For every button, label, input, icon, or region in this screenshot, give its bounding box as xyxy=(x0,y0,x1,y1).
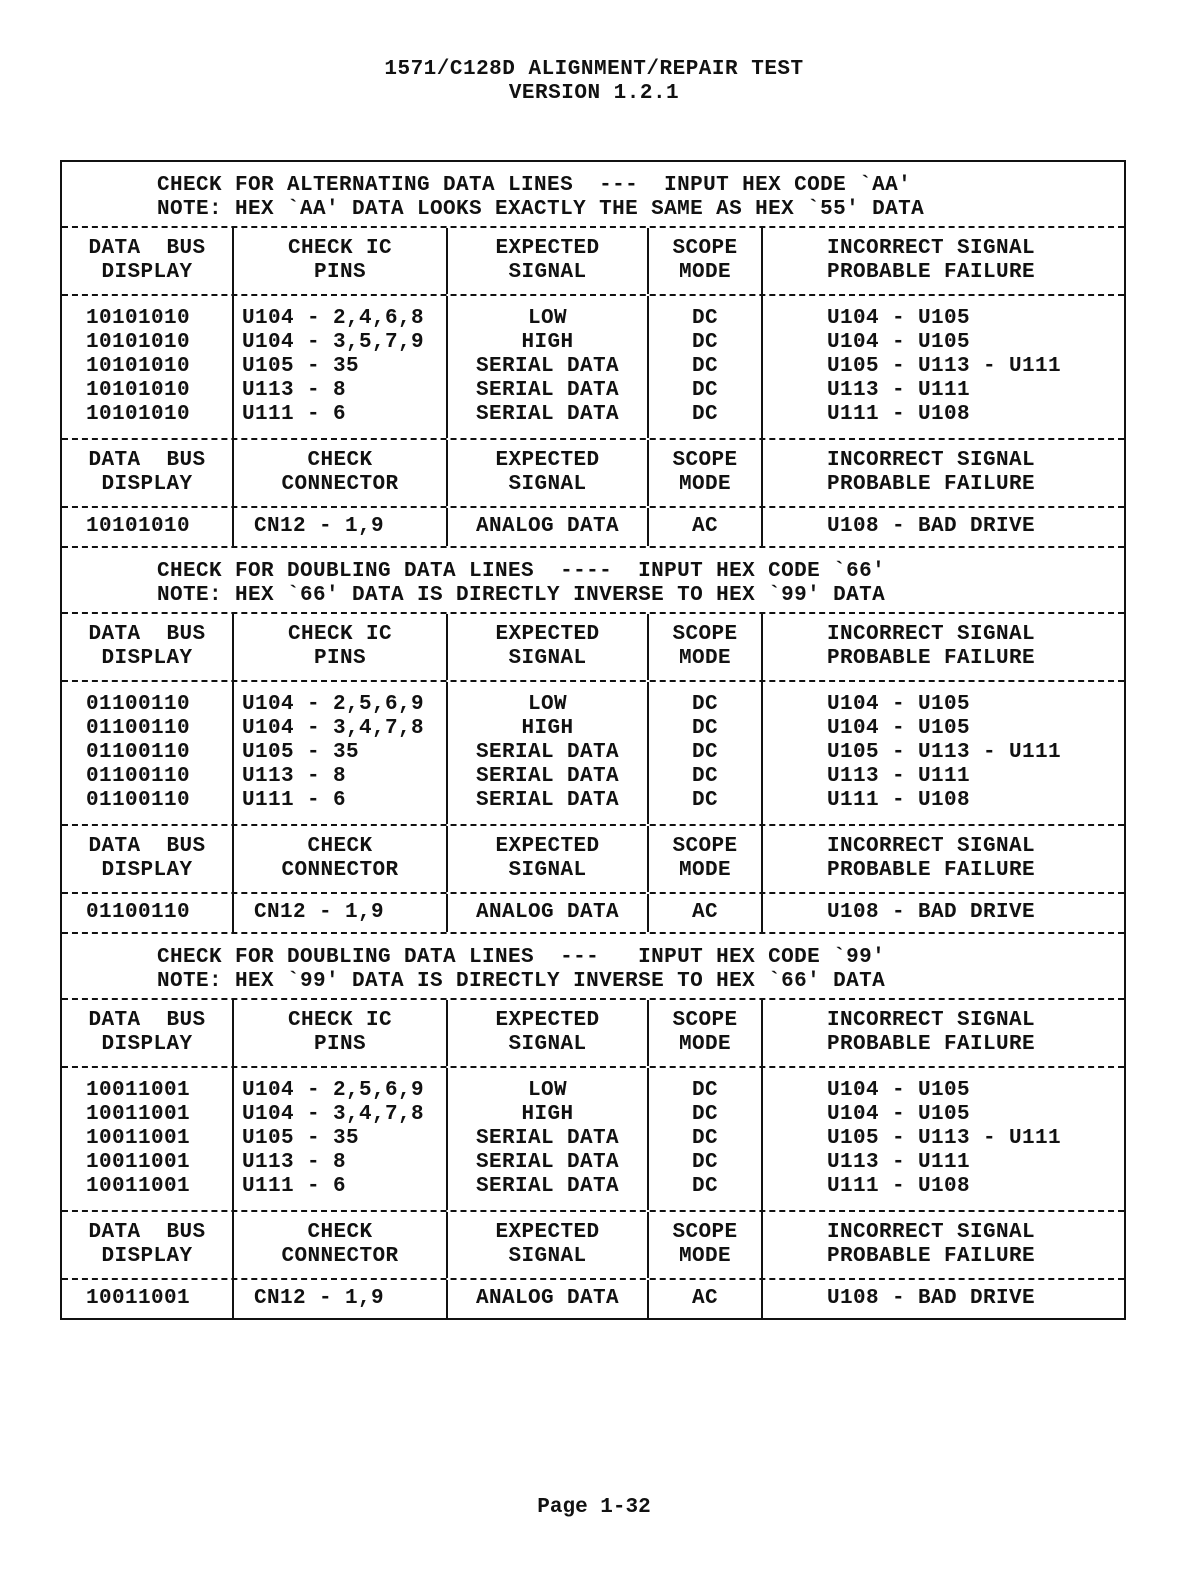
probable-failure-cell-value: U104 - U105 xyxy=(827,717,971,740)
header-expected-signal xyxy=(448,1212,649,1278)
header-check-ic xyxy=(234,1000,448,1066)
expected-signal-cell-value: HIGH xyxy=(521,1103,574,1126)
scope-mode-cell-value: AC xyxy=(691,1287,718,1310)
probable-failure-cell-value: U111 - U108 xyxy=(827,403,971,426)
expected-signal-cell-value: ANALOG DATA xyxy=(475,515,620,538)
scope-mode-cell xyxy=(649,508,763,546)
header-probable-failure-line: PROBABLE FAILURE xyxy=(827,647,1036,670)
connector-pins-cell-value: CN12 - 1,9 xyxy=(254,901,385,924)
ic-pins-cell xyxy=(234,682,448,824)
scope-mode-cell xyxy=(649,1068,763,1210)
header-probable-failure xyxy=(763,1212,1124,1278)
ic-pins-cell-value: U113 - 8 xyxy=(242,765,347,788)
data-bus-cell-value: 10011001 xyxy=(86,1079,191,1102)
expected-signal-cell-value: HIGH xyxy=(521,331,574,354)
connector-row xyxy=(62,508,1124,548)
header-data-bus-line: DATA BUS xyxy=(88,1221,206,1244)
header-expected-signal-line: SIGNAL xyxy=(508,1033,587,1056)
ic-pins-cell-value: U105 - 35 xyxy=(242,741,360,764)
probable-failure-cell-value: U108 - BAD DRIVE xyxy=(827,1287,1036,1310)
header-scope-mode-line: SCOPE xyxy=(672,237,738,260)
header-probable-failure-line: PROBABLE FAILURE xyxy=(827,261,1036,284)
data-bus-cell-value: 01100110 xyxy=(86,765,191,788)
header-probable-failure xyxy=(763,440,1124,506)
header-probable-failure xyxy=(763,1000,1124,1066)
probable-failure-cell xyxy=(763,296,1124,438)
header-check-connector xyxy=(234,440,448,506)
header-probable-failure xyxy=(763,614,1124,680)
expected-signal-cell-value: SERIAL DATA xyxy=(475,1127,620,1150)
header-check-ic-line: CHECK IC xyxy=(287,1009,393,1032)
scope-mode-cell-value: DC xyxy=(691,1103,718,1126)
data-bus-cell-value: 10101010 xyxy=(86,355,191,378)
header-check-connector xyxy=(234,1212,448,1278)
header-scope-mode-line: MODE xyxy=(678,859,731,882)
header-scope-mode xyxy=(649,440,763,506)
section-note-line: CHECK FOR DOUBLING DATA LINES --- INPUT HEX CODE `99' xyxy=(157,946,886,969)
scope-mode-cell-value: DC xyxy=(691,789,718,812)
header-data-bus-line: DATA BUS xyxy=(88,623,206,646)
header-expected-signal-line: SIGNAL xyxy=(508,261,587,284)
header-expected-signal xyxy=(448,228,649,294)
scope-mode-cell-value: AC xyxy=(691,515,718,538)
connector-header-row xyxy=(62,440,1124,508)
header-expected-signal xyxy=(448,614,649,680)
probable-failure-cell-value: U104 - U105 xyxy=(827,1103,971,1126)
probable-failure-cell-value: U113 - U111 xyxy=(827,1151,971,1174)
ic-pins-cell-value: U111 - 6 xyxy=(242,403,347,426)
expected-signal-cell-value: SERIAL DATA xyxy=(475,379,620,402)
data-bus-cell-value: 10101010 xyxy=(86,403,191,426)
probable-failure-cell xyxy=(763,894,1124,932)
data-bus-cell-value: 01100110 xyxy=(86,717,191,740)
header-expected-signal-line: SIGNAL xyxy=(508,1245,587,1268)
expected-signal-cell xyxy=(448,508,649,546)
scope-mode-cell xyxy=(649,1280,763,1318)
data-bus-cell-value: 10101010 xyxy=(86,307,191,330)
scope-mode-cell-value: DC xyxy=(691,307,718,330)
header-expected-signal-line: SIGNAL xyxy=(508,647,587,670)
ic-pins-cell-value: U111 - 6 xyxy=(242,1175,347,1198)
header-expected-signal-line: SIGNAL xyxy=(508,859,587,882)
ic-pins-cell xyxy=(234,1068,448,1210)
scope-mode-cell xyxy=(649,894,763,932)
scope-mode-cell-value: DC xyxy=(691,331,718,354)
header-probable-failure-line: PROBABLE FAILURE xyxy=(827,1245,1036,1268)
scope-mode-cell-value: DC xyxy=(691,717,718,740)
data-bus-cell xyxy=(62,296,234,438)
expected-signal-cell-value: SERIAL DATA xyxy=(475,1151,620,1174)
data-bus-cell-value: 10011001 xyxy=(86,1151,191,1174)
header-probable-failure-line: INCORRECT SIGNAL xyxy=(827,449,1036,472)
data-bus-cell-value: 10101010 xyxy=(86,331,191,354)
connector-row xyxy=(62,894,1124,934)
header-scope-mode xyxy=(649,614,763,680)
ic-header-row xyxy=(62,1000,1124,1068)
expected-signal-cell xyxy=(448,296,649,438)
scope-mode-cell-value: DC xyxy=(691,1079,718,1102)
scope-mode-cell-value: DC xyxy=(691,403,718,426)
header-data-bus xyxy=(62,440,234,506)
expected-signal-cell-value: ANALOG DATA xyxy=(475,901,620,924)
probable-failure-cell-value: U108 - BAD DRIVE xyxy=(827,901,1036,924)
ic-pins-cell-value: U104 - 2,5,6,9 xyxy=(242,1079,425,1102)
version-label: VERSION 1.2.1 xyxy=(508,82,680,105)
data-bus-cell xyxy=(62,1280,234,1318)
header-expected-signal-line: EXPECTED xyxy=(495,835,600,858)
probable-failure-cell-value: U104 - U105 xyxy=(827,331,971,354)
header-scope-mode-line: MODE xyxy=(678,1033,731,1056)
header-check-connector-line: CONNECTOR xyxy=(281,473,399,496)
scope-mode-cell-value: DC xyxy=(691,693,718,716)
header-probable-failure-line: INCORRECT SIGNAL xyxy=(827,835,1036,858)
header-scope-mode-line: MODE xyxy=(678,647,731,670)
data-bus-cell-value: 10101010 xyxy=(86,515,191,538)
header-scope-mode xyxy=(649,228,763,294)
ic-pins-cell-value: U113 - 8 xyxy=(242,1151,347,1174)
expected-signal-cell-value: LOW xyxy=(527,693,567,716)
header-data-bus-line: DISPLAY xyxy=(101,1033,193,1056)
ic-header-row xyxy=(62,614,1124,682)
header-check-ic-line: CHECK IC xyxy=(287,623,393,646)
probable-failure-cell-value: U104 - U105 xyxy=(827,307,971,330)
header-scope-mode-line: SCOPE xyxy=(672,1009,738,1032)
header-probable-failure-line: INCORRECT SIGNAL xyxy=(827,237,1036,260)
header-probable-failure xyxy=(763,826,1124,892)
data-bus-cell xyxy=(62,1068,234,1210)
expected-signal-cell-value: SERIAL DATA xyxy=(475,765,620,788)
data-bus-cell xyxy=(62,682,234,824)
probable-failure-cell-value: U105 - U113 - U111 xyxy=(827,355,1062,378)
data-bus-cell xyxy=(62,894,234,932)
connector-header-row xyxy=(62,826,1124,894)
header-check-ic xyxy=(234,614,448,680)
header-data-bus xyxy=(62,614,234,680)
header-scope-mode-line: MODE xyxy=(678,473,731,496)
header-check-ic xyxy=(234,228,448,294)
section-note xyxy=(62,934,1124,1000)
header-probable-failure-line: INCORRECT SIGNAL xyxy=(827,1221,1036,1244)
header-scope-mode-line: SCOPE xyxy=(672,1221,738,1244)
ic-pins-cell-value: U104 - 3,4,7,8 xyxy=(242,1103,425,1126)
header-scope-mode-line: SCOPE xyxy=(672,623,738,646)
ic-pins-cell-value: U105 - 35 xyxy=(242,355,360,378)
expected-signal-cell-value: SERIAL DATA xyxy=(475,789,620,812)
ic-pins-cell-value: U104 - 2,4,6,8 xyxy=(242,307,425,330)
probable-failure-cell xyxy=(763,508,1124,546)
connector-pins-cell xyxy=(234,894,448,932)
header-scope-mode-line: SCOPE xyxy=(672,835,738,858)
ic-pins-cell-value: U104 - 3,4,7,8 xyxy=(242,717,425,740)
section-note xyxy=(62,162,1124,228)
header-scope-mode xyxy=(649,1212,763,1278)
header-check-connector-line: CONNECTOR xyxy=(281,859,399,882)
header-check-connector xyxy=(234,826,448,892)
expected-signal-cell-value: LOW xyxy=(527,1079,567,1102)
probable-failure-cell-value: U105 - U113 - U111 xyxy=(827,741,1062,764)
data-bus-cell-value: 10011001 xyxy=(86,1175,191,1198)
data-bus-cell-value: 01100110 xyxy=(86,789,191,812)
data-bus-cell-value: 10011001 xyxy=(86,1127,191,1150)
data-bus-cell-value: 10101010 xyxy=(86,379,191,402)
connector-row xyxy=(62,1280,1124,1318)
expected-signal-cell xyxy=(448,682,649,824)
expected-signal-cell-value: ANALOG DATA xyxy=(475,1287,620,1310)
connector-pins-cell xyxy=(234,1280,448,1318)
header-data-bus xyxy=(62,1212,234,1278)
ic-pins-cell-value: U111 - 6 xyxy=(242,789,347,812)
section-note-line: NOTE: HEX `99' DATA IS DIRECTLY INVERSE TO HEX `66' DATA xyxy=(157,970,886,993)
probable-failure-cell-value: U111 - U108 xyxy=(827,1175,971,1198)
header-data-bus-line: DISPLAY xyxy=(101,859,193,882)
probable-failure-cell xyxy=(763,1280,1124,1318)
expected-signal-cell-value: SERIAL DATA xyxy=(475,355,620,378)
header-scope-mode-line: SCOPE xyxy=(672,449,738,472)
expected-signal-cell-value: SERIAL DATA xyxy=(475,403,620,426)
probable-failure-cell-value: U108 - BAD DRIVE xyxy=(827,515,1036,538)
header-check-connector-line: CHECK xyxy=(307,835,373,858)
page-number: Page 1-32 xyxy=(537,1496,651,1519)
data-bus-cell-value: 01100110 xyxy=(86,741,191,764)
ic-data-rows xyxy=(62,296,1124,440)
header-expected-signal xyxy=(448,826,649,892)
ic-pins-cell-value: U104 - 2,5,6,9 xyxy=(242,693,425,716)
header-data-bus xyxy=(62,228,234,294)
header-scope-mode xyxy=(649,1000,763,1066)
scope-mode-cell-value: DC xyxy=(691,1151,718,1174)
expected-signal-cell xyxy=(448,1068,649,1210)
ic-pins-cell-value: U104 - 3,5,7,9 xyxy=(242,331,425,354)
header-check-ic-line: PINS xyxy=(313,647,366,670)
scope-mode-cell-value: DC xyxy=(691,355,718,378)
section-note-line: CHECK FOR ALTERNATING DATA LINES --- INPUT HEX CODE `AA' xyxy=(157,174,912,197)
ic-pins-cell-value: U113 - 8 xyxy=(242,379,347,402)
header-expected-signal-line: EXPECTED xyxy=(495,1221,600,1244)
header-scope-mode xyxy=(649,826,763,892)
connector-pins-cell-value: CN12 - 1,9 xyxy=(254,1287,385,1310)
header-data-bus xyxy=(62,1000,234,1066)
header-data-bus-line: DISPLAY xyxy=(101,1245,193,1268)
data-bus-cell-value: 10011001 xyxy=(86,1287,191,1310)
header-scope-mode-line: MODE xyxy=(678,1245,731,1268)
scope-mode-cell xyxy=(649,682,763,824)
header-check-connector-line: CHECK xyxy=(307,449,373,472)
header-data-bus-line: DATA BUS xyxy=(88,237,206,260)
header-expected-signal-line: EXPECTED xyxy=(495,237,600,260)
header-probable-failure-line: PROBABLE FAILURE xyxy=(827,1033,1036,1056)
header-check-connector-line: CHECK xyxy=(307,1221,373,1244)
section-note-line: NOTE: HEX `AA' DATA LOOKS EXACTLY THE SAME AS HEX `55' DATA xyxy=(157,198,925,221)
data-bus-cell xyxy=(62,508,234,546)
test-table xyxy=(60,160,1126,1320)
connector-pins-cell xyxy=(234,508,448,546)
data-bus-cell-value: 10011001 xyxy=(86,1103,191,1126)
ic-header-row xyxy=(62,228,1124,296)
header-check-ic-line: CHECK IC xyxy=(287,237,393,260)
header-data-bus-line: DISPLAY xyxy=(101,473,193,496)
header-data-bus-line: DISPLAY xyxy=(101,647,193,670)
probable-failure-cell-value: U113 - U111 xyxy=(827,379,971,402)
probable-failure-cell-value: U113 - U111 xyxy=(827,765,971,788)
header-expected-signal-line: EXPECTED xyxy=(495,1009,600,1032)
scope-mode-cell-value: DC xyxy=(691,741,718,764)
expected-signal-cell-value: LOW xyxy=(527,307,567,330)
ic-data-rows xyxy=(62,1068,1124,1212)
header-data-bus-line: DATA BUS xyxy=(88,835,206,858)
header-expected-signal xyxy=(448,440,649,506)
header-data-bus-line: DISPLAY xyxy=(101,261,193,284)
scope-mode-cell-value: DC xyxy=(691,379,718,402)
expected-signal-cell xyxy=(448,894,649,932)
probable-failure-cell-value: U105 - U113 - U111 xyxy=(827,1127,1062,1150)
probable-failure-cell-value: U111 - U108 xyxy=(827,789,971,812)
probable-failure-cell-value: U104 - U105 xyxy=(827,693,971,716)
expected-signal-cell-value: SERIAL DATA xyxy=(475,741,620,764)
header-probable-failure-line: INCORRECT SIGNAL xyxy=(827,623,1036,646)
header-probable-failure-line: PROBABLE FAILURE xyxy=(827,473,1036,496)
data-bus-cell-value: 01100110 xyxy=(86,693,191,716)
scope-mode-cell-value: AC xyxy=(691,901,718,924)
data-bus-cell-value: 01100110 xyxy=(86,901,191,924)
header-expected-signal xyxy=(448,1000,649,1066)
header-scope-mode-line: MODE xyxy=(678,261,731,284)
header-expected-signal-line: EXPECTED xyxy=(495,449,600,472)
probable-failure-cell xyxy=(763,682,1124,824)
probable-failure-cell xyxy=(763,1068,1124,1210)
header-data-bus-line: DATA BUS xyxy=(88,1009,206,1032)
scope-mode-cell-value: DC xyxy=(691,765,718,788)
section-note xyxy=(62,548,1124,614)
ic-data-rows xyxy=(62,682,1124,826)
connector-pins-cell-value: CN12 - 1,9 xyxy=(254,515,385,538)
connector-header-row xyxy=(62,1212,1124,1280)
header-data-bus xyxy=(62,826,234,892)
header-probable-failure-line: PROBABLE FAILURE xyxy=(827,859,1036,882)
scope-mode-cell-value: DC xyxy=(691,1127,718,1150)
ic-pins-cell-value: U105 - 35 xyxy=(242,1127,360,1150)
expected-signal-cell-value: SERIAL DATA xyxy=(475,1175,620,1198)
header-check-ic-line: PINS xyxy=(313,261,366,284)
header-probable-failure-line: INCORRECT SIGNAL xyxy=(827,1009,1036,1032)
header-data-bus-line: DATA BUS xyxy=(88,449,206,472)
expected-signal-cell-value: HIGH xyxy=(521,717,574,740)
scope-mode-cell-value: DC xyxy=(691,1175,718,1198)
header-expected-signal-line: EXPECTED xyxy=(495,623,600,646)
section-note-line: NOTE: HEX `66' DATA IS DIRECTLY INVERSE TO HEX `99' DATA xyxy=(157,584,886,607)
header-check-ic-line: PINS xyxy=(313,1033,366,1056)
expected-signal-cell xyxy=(448,1280,649,1318)
scope-mode-cell xyxy=(649,296,763,438)
ic-pins-cell xyxy=(234,296,448,438)
probable-failure-cell-value: U104 - U105 xyxy=(827,1079,971,1102)
header-probable-failure xyxy=(763,228,1124,294)
section-note-line: CHECK FOR DOUBLING DATA LINES ---- INPUT HEX CODE `66' xyxy=(157,560,886,583)
header-check-connector-line: CONNECTOR xyxy=(281,1245,399,1268)
header-expected-signal-line: SIGNAL xyxy=(508,473,587,496)
page-title: 1571/C128D ALIGNMENT/REPAIR TEST xyxy=(384,58,804,81)
